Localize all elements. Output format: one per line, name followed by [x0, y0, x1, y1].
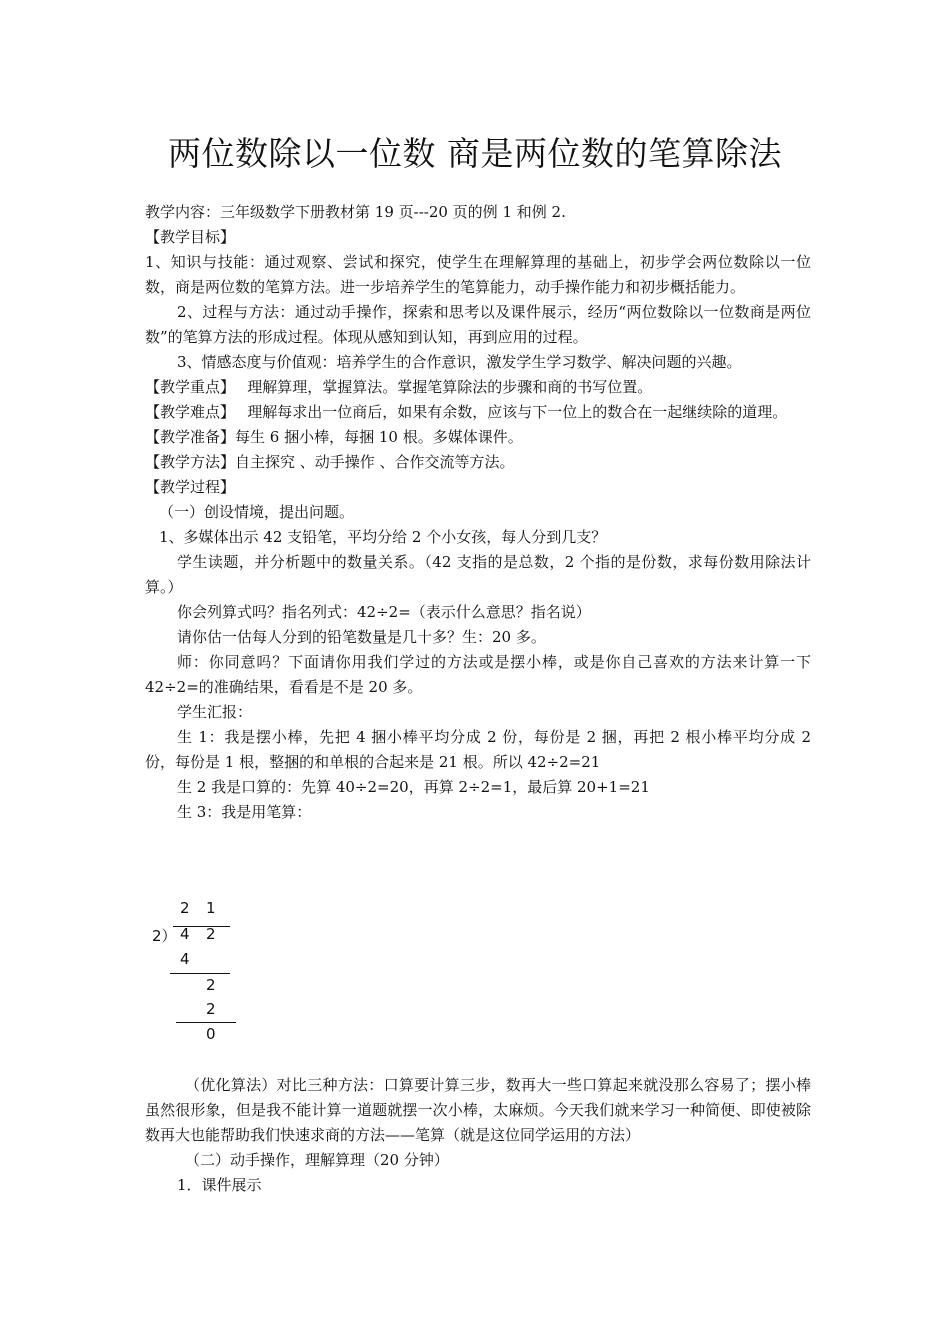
paragraph-estimate: 请你估一估每人分到的铅笔数量是几十多？生：20 多。: [177, 628, 546, 646]
carry-down-digit: 2: [206, 976, 216, 994]
paragraph-teaching-content: 教学内容：三年级数学下册教材第 19 页---20 页的例 1 和例 2.: [145, 203, 566, 221]
dividend-digit-ones: 2: [206, 925, 216, 943]
dividend-digit-tens: 4: [180, 925, 190, 943]
paragraph-preparation: 【教学准备】每生 6 捆小棒，每捆 10 根。多媒体课件。: [145, 428, 523, 446]
quotient-digit-tens: 2: [180, 899, 190, 917]
heading-teaching-process: 【教学过程】: [145, 478, 236, 496]
paragraph-goal-process: 2、过程与方法：通过动手操作，探索和思考以及课件展示，经历“两位数除以一位数商是两位数”的笔算方法的形成过程。体现从感知到认知，再到应用的过程。: [145, 303, 811, 346]
paragraph-read-problem: 学生读题，并分析题中的数量关系。（42 支指的是总数，2 个指的是份数，求每份数用除法计算。）: [145, 553, 811, 596]
paragraph-goal-attitude: 3、情感态度与价值观：培养学生的合作意识，激发学生学习数学、解决问题的兴趣。: [177, 353, 742, 371]
paragraph-optimize-method: （优化算法）对比三种方法：口算要计算三步，数再大一些口算起来就没那么容易了；摆小棒虽然很形象，但是我不能计算一道题就摆一次小棒，太麻烦。今天我们就来学习一种简便、即使被除数再大也能帮助我们快速求商的方法——笔算（就是这位同学运用的方法）: [145, 1076, 811, 1144]
divisor: 2）: [152, 927, 177, 945]
heading-section-two: （二）动手操作，理解算理（20 分钟）: [185, 1151, 449, 1169]
paragraph-courseware: 1．课件展示: [177, 1176, 262, 1194]
heading-section-one: （一）创设情境，提出问题。: [159, 503, 355, 521]
paragraph-teacher-prompt: 师：你同意吗？下面请你用我们学过的方法或是摆小棒，或是你自己喜欢的方法来计算一下 42÷2=的准确结果，看看是不是 20 多。: [145, 653, 811, 696]
document-body: [145, 200, 811, 825]
paragraph-student-report: 学生汇报：: [177, 703, 253, 721]
document-body-continued: [145, 1073, 811, 1198]
paragraph-student-two: 生 2 我是口算的：先算 40÷2=20，再算 2÷2=1，最后算 20+1=21: [177, 778, 650, 796]
subtraction-step-one: 4: [180, 950, 190, 968]
paragraph-write-expression: 你会列算式吗？指名列式：42÷2=（表示什么意思？指名说）: [177, 603, 591, 621]
paragraph-key-points: 【教学重点】 理解算理，掌握算法。掌握笔算除法的步骤和商的书写位置。: [145, 378, 653, 396]
quotient-digit-ones: 1: [206, 899, 216, 917]
subtraction-step-two: 2: [206, 1000, 216, 1018]
paragraph-difficulties: 【教学难点】 理解每求出一位商后，如果有余数，应该与下一位上的数合在一起继续除的道理。: [145, 403, 788, 421]
subtraction-line-two: [176, 1022, 236, 1023]
heading-teaching-goals: 【教学目标】: [145, 228, 236, 246]
subtraction-line-one: [170, 973, 230, 974]
paragraph-student-one: 生 1：我是摆小棒，先把 4 捆小棒平均分成 2 份，每份是 2 捆，再把 2 根小棒平均分成 2 份，每份是 1 根，整捆的和单根的合起来是 21 根。所以 42÷2=21: [145, 728, 811, 771]
paragraph-media-problem: 1、多媒体出示 42 支铅笔，平均分给 2 个小女孩，每人分到几支？: [159, 528, 607, 546]
long-division-figure: [140, 895, 260, 1055]
paragraph-goal-knowledge: 1、知识与技能：通过观察、尝试和探究，使学生在理解算理的基础上，初步学会两位数除以一位数，商是两位数的笔算方法。进一步培养学生的笔算能力，动手操作能力和初步概括能力。: [145, 253, 811, 296]
remainder: 0: [206, 1025, 216, 1043]
paragraph-student-three: 生 3：我是用笔算：: [177, 803, 312, 821]
page-title: 两位数除以一位数 商是两位数的笔算除法: [168, 134, 782, 173]
paragraph-methods: 【教学方法】自主探究 、动手操作 、合作交流等方法。: [145, 453, 515, 471]
